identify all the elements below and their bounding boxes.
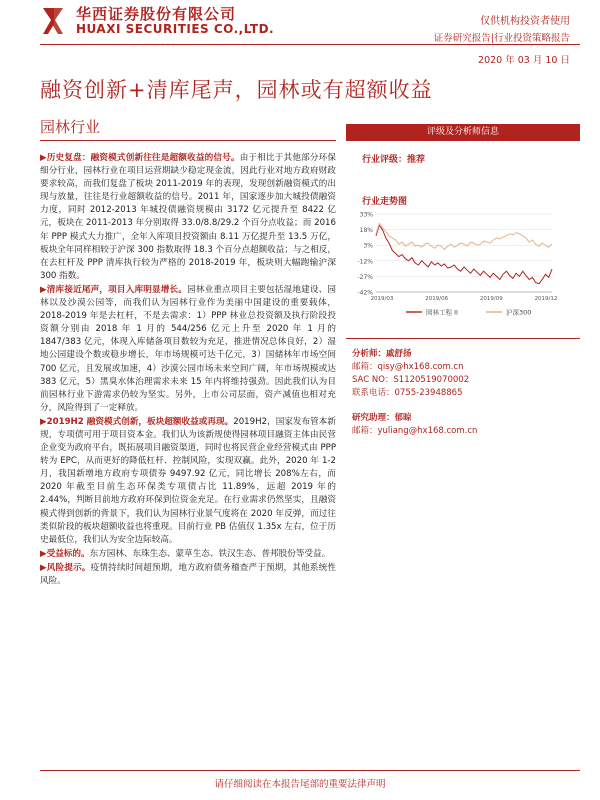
analyst-info <box>352 348 477 438</box>
paragraph-history <box>40 152 336 283</box>
y-tick-label: 3% <box>363 242 373 250</box>
y-tick-label: 18% <box>359 227 373 235</box>
analyst-2-email-row: 邮箱：yuliang@hx168.com.cn <box>352 426 478 436</box>
legal-notice: 请仔细阅读在本报告尾部的重要法律声明 <box>214 779 386 790</box>
company-name-en: HUAXI SECURITIES CO.,LTD. <box>76 22 275 36</box>
analyst-2-row: 研究助理：郁晾 <box>352 413 412 423</box>
paragraph-heading: ▶风险提示。 <box>40 562 91 573</box>
y-tick-label: -27% <box>357 273 373 281</box>
report-type: 证券研究报告|行业投资策略报告 <box>433 33 570 44</box>
y-tick-label: -42% <box>357 289 373 297</box>
analyst-1-email-row: 邮箱：qisy@hx168.com.cn <box>352 362 464 372</box>
paragraph-heading: ▶2019H2 融资模式创新，板块超额收益或再现。 <box>40 416 234 427</box>
x-tick-label: 2019/09 <box>479 296 503 302</box>
paragraph-risk <box>40 562 336 588</box>
paragraph-inventory <box>40 284 336 415</box>
sidebar-divider <box>346 140 580 141</box>
company-logo-icon <box>40 6 66 36</box>
analyst-1-row: 分析师：戚舒扬 <box>352 349 412 359</box>
report-date: 2020 年 03 月 10 日 <box>478 55 570 66</box>
x-tick-label: 2019/06 <box>425 296 449 302</box>
industry-trend-chart <box>346 208 580 336</box>
x-tick-label: 2019/03 <box>370 296 394 302</box>
y-tick-label: -12% <box>357 258 373 266</box>
report-title: 融资创新+清库尾声，园林或有超额收益 <box>40 78 433 102</box>
paragraph-text: 东方园林、东珠生态、蒙草生态、铁汉生态、普邦股份等受益。 <box>89 548 331 559</box>
paragraph-text: 2019H2，国家发布管本新规，专项债可用于项目资本金。我们认为该新规使得园林项目融资主体由民营企业变为政府平台，既拓展项目融资渠道，同时也将民营企业经营模式由 PPP 转为 EPC，从而更好的降低杠杆、控制风险，实现双赢。此外，2020 年 1-2 月，我国新增地方政府专项债券 9497.92 亿元，同比增长 208%左右，而 2020 年截至目前生态环保类专项债占比 11.89%，远超 2019 年的 2.44%，判断目前地方政府环保到位资金充足。在行业需求仍然坚实，且融资模式得到创新的背景下，我们认为园林行业景气度将在 2020 年反弹，而过往类似阶段的板块超额收益也将重现。目前行业 PB 估值仅 1.35x 左右，位于历史最低位，我们认为安全边际较高。 <box>40 416 336 545</box>
paragraph-heading: ▶清库接近尾声，项目入库明显增长。 <box>40 284 188 295</box>
paragraph-beneficiaries <box>40 548 336 561</box>
footer-divider <box>40 770 580 771</box>
paragraph-heading: ▶受益标的。 <box>40 548 90 559</box>
legend-label: 沪深300 <box>506 308 532 317</box>
header-divider <box>40 44 580 45</box>
chart-title: 行业走势图 <box>362 197 408 207</box>
y-tick-label: 33% <box>359 211 373 219</box>
series-line <box>376 225 552 283</box>
analyst-1-email[interactable]: qisy@hx168.com.cn <box>377 362 464 372</box>
x-tick-label: 2019/12 <box>534 296 558 302</box>
analyst-1-phone-row: 联系电话：0755-23948865 <box>352 388 463 398</box>
audience-note: 仅供机构投资者使用 <box>480 16 570 27</box>
analyst-2-name: 郁晾 <box>394 413 412 423</box>
legend-label: 园林工程 II <box>426 308 458 317</box>
paragraph-heading: ▶历史复盘：融资模式创新往往是超额收益的信号。 <box>40 153 240 163</box>
sector-divider <box>40 140 336 141</box>
sector-heading: 园林行业 <box>40 118 101 136</box>
paragraph-text: 园林业重点项目主要包括湿地建设、园林以及沙漠公园等，而我们认为园林行业作为美丽中国建设的重要载体，2018-2019 年是去杠杆，不是去需求：1）PPP 林业总投资额及执行阶段投资额分别由 2018 年 1 月的 544/256 亿元上升至 2020 年 1 月的 1847/383 亿元，体现入库储备项目数较为充足，推进情况总体良好，2）湿地公园建设个数或稳步增长，年市场规模可达千亿元，3）国储林年市场空间 700 亿元，且发展或加速，4）沙漠公园市场未来空间广阔，年市场规模或达 383 亿元，5）黑臭水体治理需求未来 15 年内将维持强劲。因此我们认为目前园林行业下游需求仍较为坚实。另外，上市公司层面，资产减值也相对充分，风险得到了一定释放。 <box>40 284 336 413</box>
paragraph-financing <box>40 416 336 547</box>
analyst-2-email[interactable]: yuliang@hx168.com.cn <box>377 426 478 436</box>
industry-rating: 行业评级：推荐 <box>362 155 426 165</box>
series-line <box>376 223 552 249</box>
sidebar-divider-2 <box>346 338 580 339</box>
company-name-cn: 华西证券股份有限公司 <box>76 5 237 23</box>
analyst-1-phone: 0755-23948865 <box>394 388 463 398</box>
analyst-1-sac-row: SAC NO：S1120519070002 <box>352 375 470 385</box>
paragraph-text: 疫情持续时间超预期，地方政府债务稽查严于预期，其他系统性风险。 <box>40 562 336 586</box>
sidebar-box-title: 评级及分析师信息 <box>346 124 580 140</box>
analyst-1-sac: S1120519070002 <box>393 375 470 385</box>
report-body <box>40 152 336 589</box>
analyst-1-name: 戚舒扬 <box>386 349 412 359</box>
paragraph-text: 由于相比于其他部分环保细分行业，园林行业在项目运营期缺少稳定现金流，因此行业对地方政府财政要求较高，而我们复盘了板块 2011-2019 年的表现，发现创新融资模式的出现与放量，往往是行业超额收益的信号。2011 年，国家逐步加大城投债融资力度，同时 2012-2013 年城投债融资规模由 3172 亿元提升至 8422 亿元，板块在 2011-2013 年分别取得 33.0/8.8/29.2 个百分点收益；而 2016 年 PPP 模式大力推广，全年入库项目投资额由 8.11 万亿提升至 13.5 万亿，板块全年同样相较于沪深 300 指数取得 18.3 个百分点超额收益；与之相反，在去杠杆及 PPP 清库执行较为严格的 2018-2019 年，板块则大幅跑输沪深 300 指数。 <box>40 153 336 281</box>
